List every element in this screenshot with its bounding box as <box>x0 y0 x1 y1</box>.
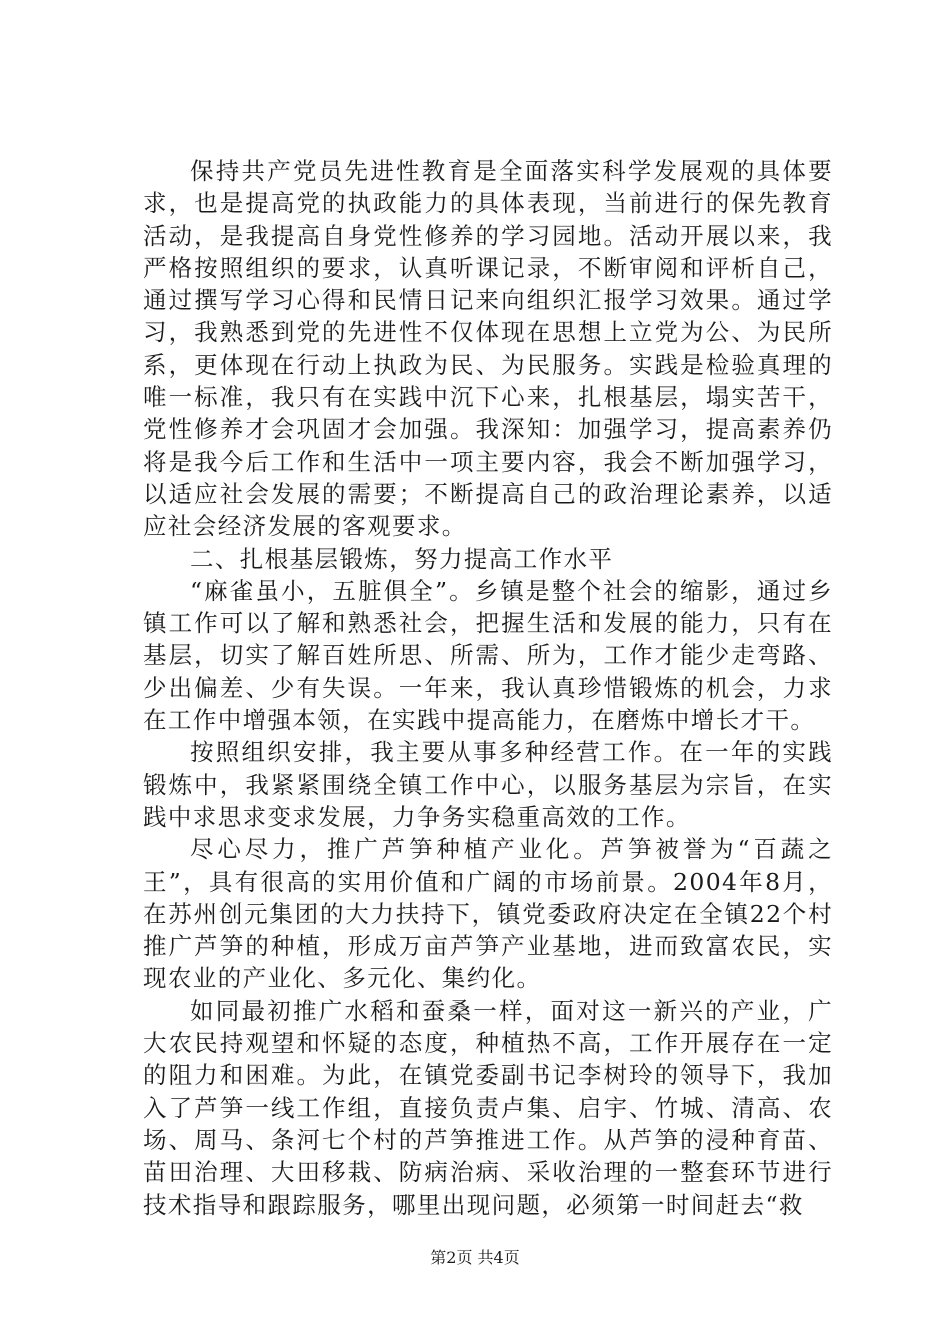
paragraph-3: 按照组织安排，我主要从事多种经营工作。在一年的实践锻炼中，我紧紧围绕全镇工作中心，以服务基层为宗旨，在实践中求思求变求发展，力争务实稳重高效的工作。 <box>143 738 833 831</box>
page-number-footer: 第2页 共4页 <box>430 1248 520 1267</box>
section-heading: 二、扎根基层锻炼，努力提高工作水平 <box>190 544 614 573</box>
paragraph-5: 如同最初推广水稻和蚕桑一样，面对这一新兴的产业，广大农民持观望和怀疑的态度，种植热不高，工作开展存在一定的阻力和困难。为此，在镇党委副书记李树玲的领导下，我加入了芦笋一线工作组，直接负责卢集、启宇、竹城、清高、农场、周马、条河七个村的芦笋推进工作。从芦笋的浸种育苗、苗田治理、大田移栽、防病治病、采收治理的一整套环节进行技术指导和跟踪服务，哪里出现问题，必须第一时间赶去“救 <box>143 996 833 1219</box>
paragraph-4: 尽心尽力，推广芦笋种植产业化。芦笋被誉为“百蔬之王”，具有很高的实用价值和广阔的市场前景。2004年8月，在苏州创元集团的大力扶持下，镇党委政府决定在全镇22个村推广芦笋的种植，形成万亩芦笋产业基地，进而致富农民，实现农业的产业化、多元化、集约化。 <box>143 835 833 993</box>
document-body <box>143 155 833 1221</box>
paragraph-1: 保持共产党员先进性教育是全面落实科学发展观的具体要求，也是提高党的执政能力的具体表现，当前进行的保先教育活动，是我提高自身党性修养的学习园地。活动开展以来，我严格按照组织的要求，认真听课记录，不断审阅和评析自己，通过撰写学习心得和民情日记来向组织汇报学习效果。通过学习，我熟悉到党的先进性不仅体现在思想上立党为公、为民所系，更体现在行动上执政为民、为民服务。实践是检验真理的唯一标准，我只有在实践中沉下心来，扎根基层，塌实苦干，党性修养才会巩固才会加强。我深知：加强学习，提高素养仍将是我今后工作和生活中一项主要内容，我会不断加强学习，以适应社会发展的需要；不断提高自己的政治理论素养，以适应社会经济发展的客观要求。 <box>143 157 833 541</box>
paragraph-2: “麻雀虽小，五脏俱全”。乡镇是整个社会的缩影，通过乡镇工作可以了解和熟悉社会，把握生活和发展的能力，只有在基层，切实了解百姓所思、所需、所为，工作才能少走弯路、少出偏差、少有失误。一年来，我认真珍惜锻炼的机会，力求在工作中增强本领，在实践中提高能力，在磨炼中增长才干。 <box>143 576 833 735</box>
